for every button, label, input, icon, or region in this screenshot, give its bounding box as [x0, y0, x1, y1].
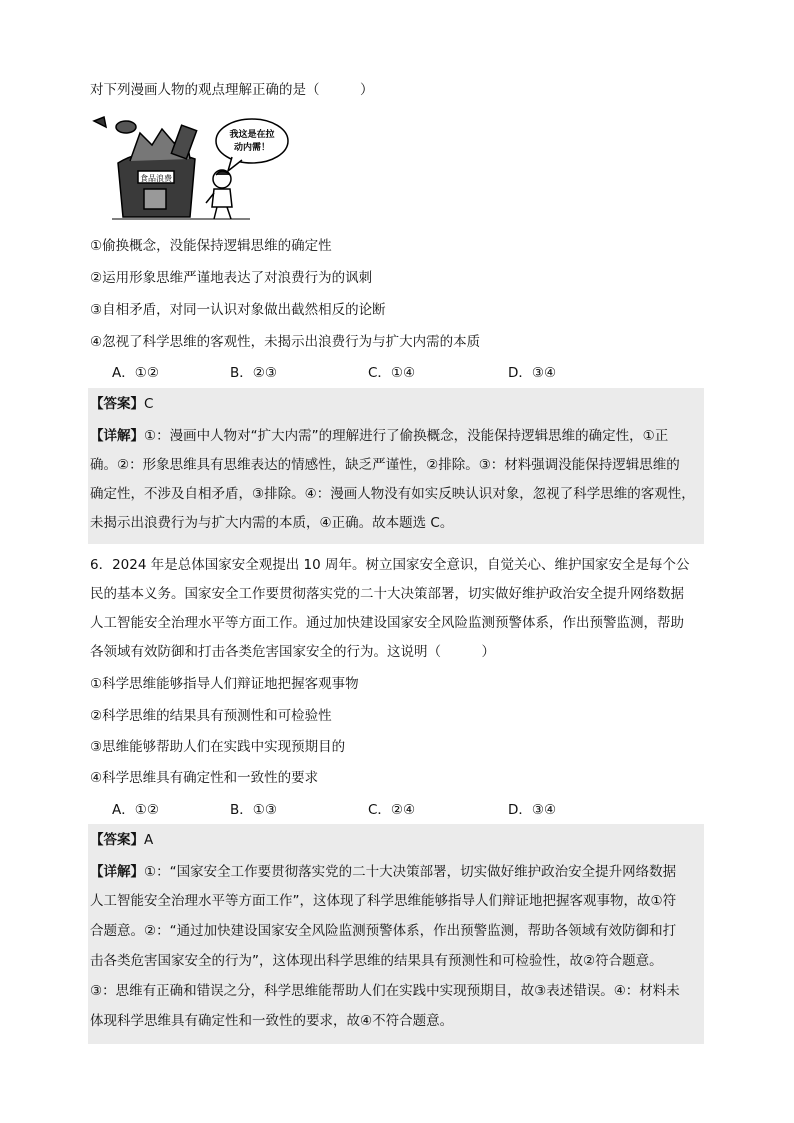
q6-item-3: ③思维能够帮助人们在实践中实现预期目的 — [90, 739, 346, 755]
q6-option-d: D．③④ — [508, 802, 557, 818]
bubble-line-2: 动内需！ — [233, 143, 271, 153]
q5-detail-line-1 — [90, 426, 668, 446]
q5-option-c: C．①④ — [368, 365, 416, 381]
q5-detail-line-4: 未揭示出浪费行为与扩大内需的本质，④正确。故本题选 C。 — [90, 515, 454, 531]
q6-item-1: ①科学思维能够指导人们辩证地把握客观事物 — [90, 676, 359, 692]
q6-option-c: C．②④ — [368, 802, 416, 818]
q5-explanation-box — [88, 388, 704, 544]
bin-label: 食品浪费 — [140, 174, 172, 183]
q6-detail-line-5: ③：思维有正确和错误之分，科学思维能帮助人们在实践中实现预期目，故③表述错误。④：材料未 — [90, 983, 680, 999]
q6-detail-line-6: 体现科学思维具有确定性和一致性的要求，故④不符合题意。 — [90, 1013, 454, 1029]
q5-option-d: D．③④ — [508, 365, 557, 381]
q6-detail-line-1 — [90, 862, 676, 882]
q6-detail-line-2: 人工智能安全治理水平等方面工作”，这体现了科学思维能够指导人们辩证地把握客观事物，故①符 — [90, 893, 677, 909]
q5-item-3: ③自相矛盾，对同一认识对象做出截然相反的论断 — [90, 302, 386, 318]
q6-item-4: ④科学思维具有确定性和一致性的要求 — [90, 770, 319, 786]
q6-answer-tag: 【答案】 — [90, 832, 144, 848]
q6-stem-line-2: 民的基本义务。国家安全工作要贯彻落实党的二十大决策部署，切实做好维护政治安全提升网络数据 — [90, 586, 684, 602]
q5-options — [112, 363, 712, 383]
q5-detail-text-1: ①：漫画中人物对“扩大内需”的理解进行了偷换概念，没能保持逻辑思维的确定性，①正 — [144, 428, 669, 444]
q6-detail-line-3: 合题意。②：“通过加快建设国家安全风险监测预警体系，作出预警监测，帮助各领域有效防御和打 — [90, 923, 677, 939]
q6-detail-line-4: 击各类危害国家安全的行为”，这体现出科学思维的结果具有预测性和可检验性，故②符合题意。 — [90, 953, 663, 969]
q6-explanation-box — [88, 824, 704, 1044]
q6-stem-line-1: 6．2024 年是总体国家安全观提出 10 周年。树立国家安全意识，自觉关心、维护国家安全是每个公 — [90, 557, 690, 573]
q6-item-2: ②科学思维的结果具有预测性和可检验性 — [90, 708, 332, 724]
q5-item-1: ①偷换概念，没能保持逻辑思维的确定性 — [90, 238, 332, 254]
q5-stem: 对下列漫画人物的观点理解正确的是（ ） — [90, 82, 374, 98]
q6-detail-text-1: ①：“国家安全工作要贯彻落实党的二十大决策部署，切实做好维护政治安全提升网络数据 — [144, 864, 677, 880]
q6-answer: A — [144, 832, 154, 848]
q5-answer-line — [90, 394, 153, 414]
q5-detail-tag: 【详解】 — [90, 428, 144, 444]
q6-answer-line — [90, 830, 153, 850]
q6-stem-line-3: 人工智能安全治理水平等方面工作。通过加快建设国家安全风险监测预警体系，作出预警监测，帮助 — [90, 615, 684, 631]
q6-option-b: B．①③ — [230, 802, 277, 818]
q6-option-a: A．①② — [112, 802, 159, 818]
q5-answer-tag: 【答案】 — [90, 396, 144, 412]
q5-option-b: B．②③ — [230, 365, 277, 381]
cartoon-image — [90, 113, 290, 223]
q6-detail-tag: 【详解】 — [90, 864, 144, 880]
q5-item-2: ②运用形象思维严谨地表达了对浪费行为的讽刺 — [90, 270, 373, 286]
q5-option-a: A．①② — [112, 365, 159, 381]
q6-stem-line-4: 各领域有效防御和打击各类危害国家安全的行为。这说明（ ） — [90, 644, 495, 660]
q5-item-4: ④忽视了科学思维的客观性，未揭示出浪费行为与扩大内需的本质 — [90, 334, 481, 350]
bubble-line-1: 我这是在拉 — [229, 130, 275, 140]
q5-detail-line-2: 确。②：形象思维具有思维表达的情感性，缺乏严谨性，②排除。③：材料强调没能保持逻辑思维的 — [90, 457, 680, 473]
q6-options — [112, 800, 712, 820]
q5-answer: C — [144, 396, 154, 412]
q5-detail-line-3: 确定性，不涉及自相矛盾，③排除。④：漫画人物没有如实反映认识对象，忽视了科学思维的客观性， — [90, 486, 695, 502]
